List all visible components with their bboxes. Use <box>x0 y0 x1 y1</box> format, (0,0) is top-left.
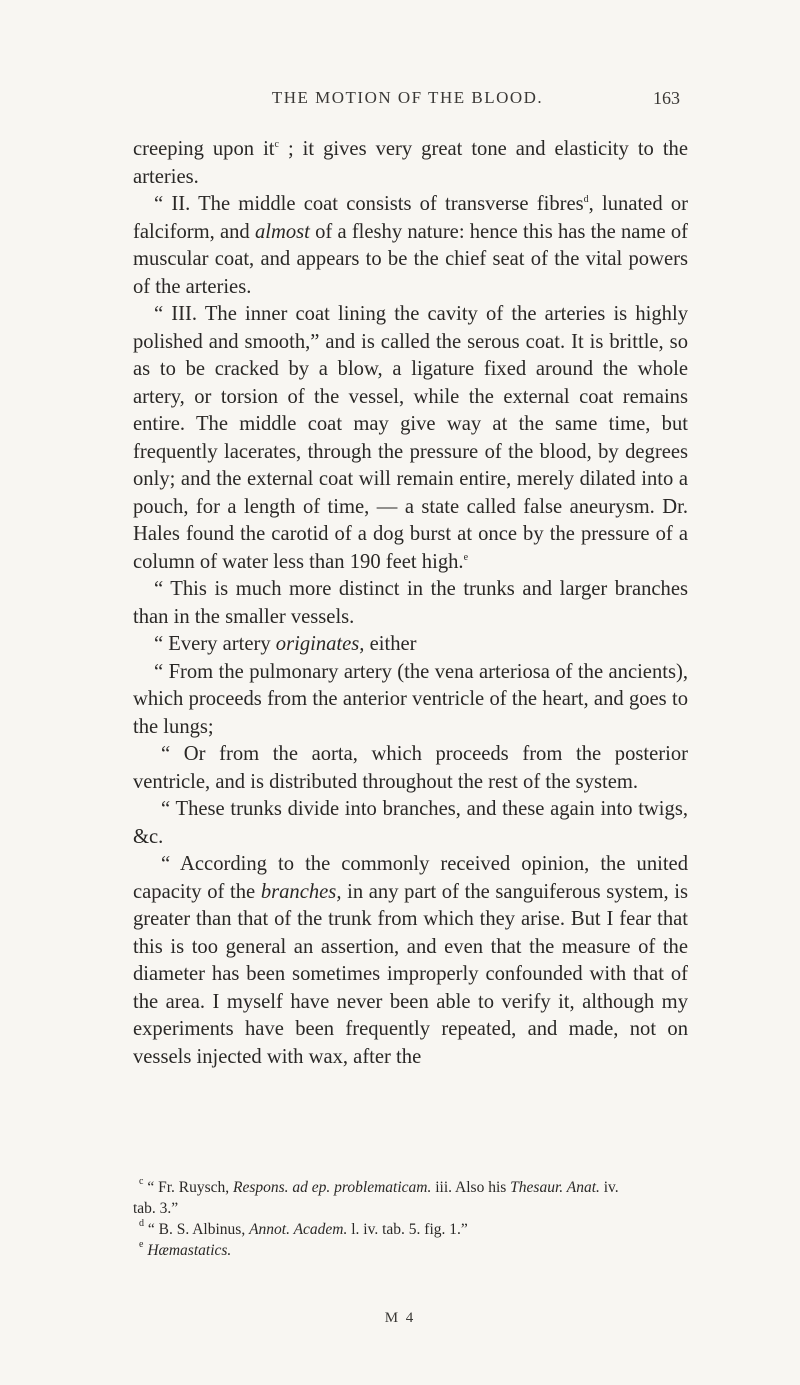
emphasis: Thesaur. Anat. <box>510 1179 600 1196</box>
text-run: creeping upon it <box>133 138 275 160</box>
emphasis: branches, <box>260 880 342 903</box>
footnote-ref-e: e <box>463 551 469 563</box>
text-run: ; it gives very great tone and elasticity to the arteries. <box>133 138 688 188</box>
emphasis: Hæmastatics. <box>147 1242 232 1259</box>
paragraph <box>133 136 688 191</box>
footnote-ref-d: d <box>583 194 589 205</box>
emphasis: originates, <box>275 633 365 655</box>
text-run: “ Every artery <box>154 633 271 655</box>
text-run: iv. <box>603 1179 619 1196</box>
footnote-e <box>133 1240 688 1261</box>
text-run: “ According to the commonly received opinion, the united capacity of the <box>133 853 688 903</box>
page-number: 163 <box>653 88 680 108</box>
text-run: either <box>369 633 417 655</box>
footnote-c-continued: tab. 3.” <box>133 1200 179 1217</box>
footnote-mark: c <box>139 1176 144 1187</box>
emphasis: almost <box>254 220 310 243</box>
footnote-d <box>133 1219 688 1240</box>
running-head <box>135 88 680 112</box>
text-run: “ III. The inner coat lining the cavity of the arteries is highly polished and smooth,” and is called the serous coat. It is brittle, so as to be cracked by a blow, a ligature fixed around the whole artery, or torsion of the vessel, while the external coat remains entire. The middle coat may give way at the same time, but frequently lacerates, through the pressure of the blood, by degrees only; and the external coat will remain entire, merely dilated into a pouch, for a length of time, — a state called false aneurysm. Dr. Hales found the carotid of a dog burst at once by the pressure of a column of water less than 190 feet high. <box>133 303 688 573</box>
paragraph: “ Or from the aorta, which proceeds from the posterior ventricle, and is distributed throughout the rest of the system. <box>133 743 688 793</box>
text-run: in any part of the sanguiferous system, is greater than that of the trunk from which they arise. But I fear that this is too general an assertion, and even that the measure of the diameter has been sometimes improperly confounded with that of the area. I myself have never been able to verify it, although my experiments have been frequently repeated, and made, not on vessels injected with wax, after the <box>133 880 688 1068</box>
footnotes <box>133 1177 688 1261</box>
paragraph: “ From the pulmonary artery (the vena arteriosa of the ancients), which proceeds from the anterior ventricle of the heart, and goes to the lungs; <box>133 660 688 738</box>
paragraph: “ These trunks divide into branches, and these again into twigs, &c. <box>133 798 688 848</box>
text-run: “ II. The middle coat consists of transverse fibres <box>154 193 584 215</box>
signature-mark: M 4 <box>384 1310 416 1326</box>
text-run: “ B. S. Albinus, <box>147 1221 246 1238</box>
paragraph <box>133 301 688 576</box>
body-text <box>133 136 688 1071</box>
emphasis: Respons. ad ep. problematicam. <box>233 1179 432 1196</box>
emphasis: Annot. Academ. <box>249 1221 348 1238</box>
paragraph <box>133 191 688 301</box>
paragraph <box>133 631 688 659</box>
paragraph: “ This is much more distinct in the trunks and larger branches than in the smaller vessels. <box>133 578 688 628</box>
running-title: THE MOTION OF THE BLOOD. <box>271 88 544 107</box>
paragraph <box>133 851 688 1071</box>
text-run: l. iv. tab. 5. fig. 1.” <box>351 1221 468 1238</box>
text-run: , lunated or falciform, and <box>133 193 688 243</box>
footnote-ref-c: c <box>274 139 279 150</box>
footnote-c <box>133 1177 688 1198</box>
text-run: iii. Also his <box>435 1179 507 1196</box>
text-run: “ Fr. Ruysch, <box>147 1179 230 1196</box>
footnote-mark: d <box>139 1218 144 1229</box>
text-run: of a fleshy nature: hence this has the name of muscular coat, and appears to be the chief seat of the vital powers of the arteries. <box>133 220 688 298</box>
footnote-mark: e <box>139 1239 144 1250</box>
